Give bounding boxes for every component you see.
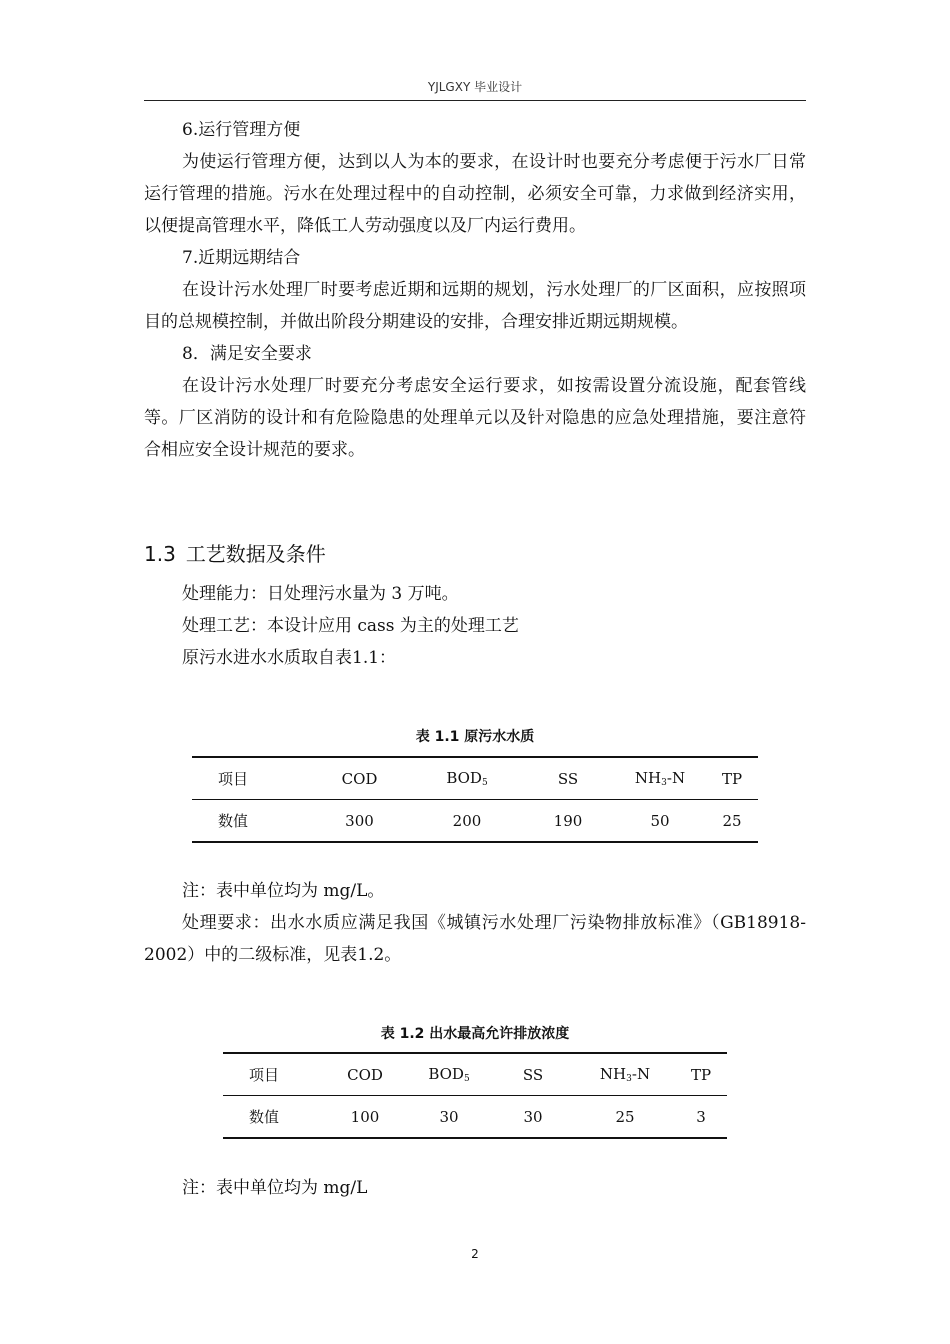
table1-row-label: 数值 <box>192 800 307 843</box>
table2 <box>223 1052 727 1139</box>
table2-header-cod: COD <box>323 1053 407 1096</box>
table2-note: 注：表中单位均为 mg/L <box>182 1178 368 1198</box>
principles-section <box>144 114 806 466</box>
table1-cell: 190 <box>522 800 614 843</box>
process-technology: 处理工艺：本设计应用 cass 为主的处理工艺 <box>182 616 519 636</box>
table2-cell: 3 <box>675 1096 727 1139</box>
table1-header-item: 项目 <box>192 757 307 800</box>
table2-header-bod: $BOD_5$ <box>407 1053 491 1096</box>
process-capacity: 处理能力：日处理污水量为 3 万吨。 <box>182 584 459 604</box>
section-number: 1.3 <box>144 542 176 566</box>
table2-header-item: 项目 <box>223 1053 323 1096</box>
process-block <box>144 578 806 674</box>
table1-header-tp: TP <box>706 757 758 800</box>
requirement-text: 处理要求：出水水质应满足我国《城镇污水处理厂污染物排放标准》（GB18918-2002）中的二级标准，见表1.2。 <box>144 913 806 965</box>
table1-header-bod: $BOD_5$ <box>412 757 522 800</box>
principle-body-7: 在设计污水处理厂时要考虑近期和远期的规划，污水处理厂的厂区面积，应按照项目的总规模控制，并做出阶段分期建设的安排，合理安排近期远期规模。 <box>144 280 806 332</box>
table2-header-nh3n: $NH_3-N$ <box>575 1053 675 1096</box>
principle-body-6: 为使运行管理方便，达到以人为本的要求，在设计时也要充分考虑便于污水厂日常运行管理的措施。污水在处理过程中的自动控制，必须安全可靠，力求做到经济实用，以便提高管理水平，降低工人劳动强度以及厂内运行费用。 <box>144 152 806 236</box>
principle-heading-7: 7.近期远期结合 <box>182 248 301 268</box>
header-rule <box>144 100 806 101</box>
table2-cell: 100 <box>323 1096 407 1139</box>
table1 <box>192 756 758 843</box>
table1-header-row <box>192 757 758 800</box>
table1-cell: 200 <box>412 800 522 843</box>
table2-row-label: 数值 <box>223 1096 323 1139</box>
page-header: YJLGXY 毕业设计 <box>427 80 523 94</box>
table1-value-row <box>192 800 758 843</box>
table2-caption: 表 1.2 出水最高允许排放浓度 <box>380 1026 570 1042</box>
table1-cell: 300 <box>307 800 412 843</box>
table2-cell: 30 <box>407 1096 491 1139</box>
principle-heading-6: 6.运行管理方便 <box>182 120 301 140</box>
principle-heading-8: 8．满足安全要求 <box>182 344 312 364</box>
section-title: 工艺数据及条件 <box>185 542 326 566</box>
table1-intro: 原污水进水水质取自表1.1： <box>182 648 397 668</box>
table2-value-row <box>223 1096 727 1139</box>
final-note-block <box>144 1172 806 1204</box>
requirement-block <box>144 875 806 971</box>
section-heading <box>144 538 326 567</box>
page-number: 2 <box>471 1247 479 1261</box>
principle-body-8: 在设计污水处理厂时要充分考虑安全运行要求，如按需设置分流设施，配套管线等。厂区消防的设计和有危险隐患的处理单元以及针对隐患的应急处理措施，要注意符合相应安全设计规范的要求。 <box>144 376 806 460</box>
table1-header-nh3n: $NH_3-N$ <box>614 757 706 800</box>
table1-cell: 50 <box>614 800 706 843</box>
table2-header-row <box>223 1053 727 1096</box>
table1-header-ss: SS <box>522 757 614 800</box>
table1-caption: 表 1.1 原污水水质 <box>415 729 535 745</box>
table2-cell: 25 <box>575 1096 675 1139</box>
table2-header-tp: TP <box>675 1053 727 1096</box>
table2-header-ss: SS <box>491 1053 575 1096</box>
table1-cell: 25 <box>706 800 758 843</box>
table2-cell: 30 <box>491 1096 575 1139</box>
table1-note: 注：表中单位均为 mg/L。 <box>182 881 385 901</box>
table1-header-cod: COD <box>307 757 412 800</box>
